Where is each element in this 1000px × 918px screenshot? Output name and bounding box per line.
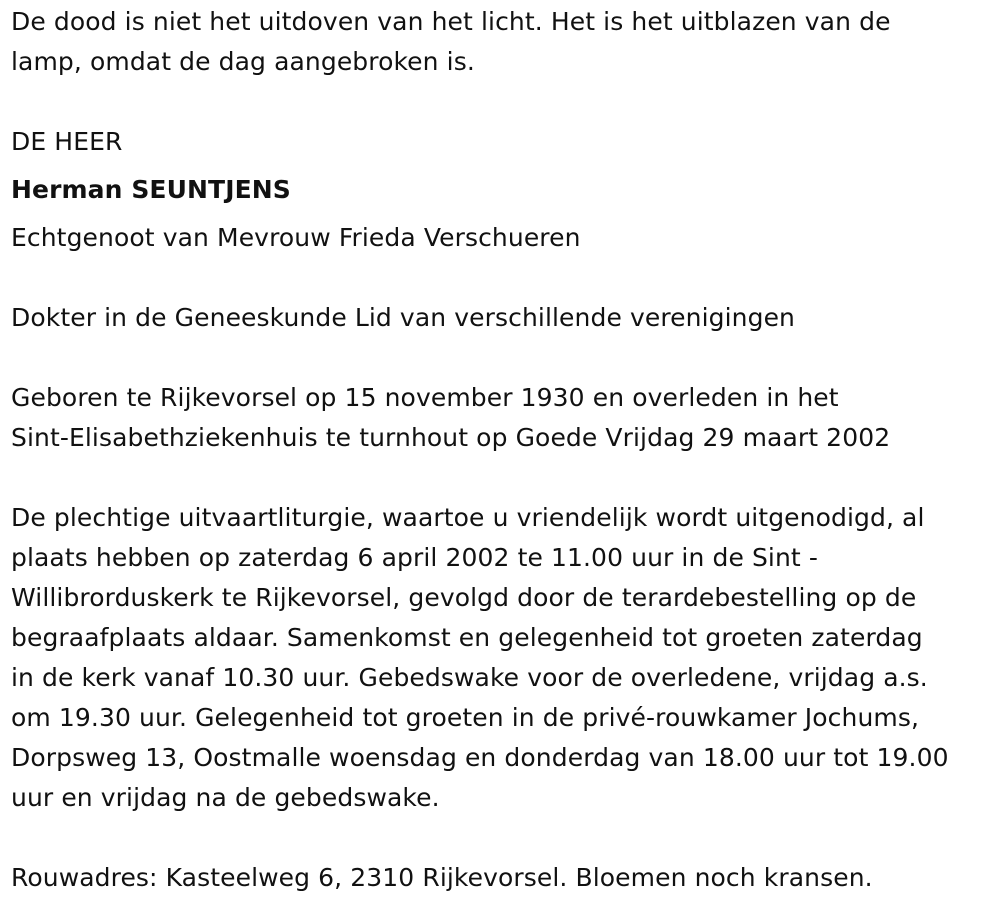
quote-line: De dood is niet het uitdoven van het licht. Het is het uitblazen van de (11, 7, 891, 36)
funeral-line: plaats hebben op zaterdag 6 april 2002 te 11.00 uur in de Sint - (11, 543, 818, 572)
quote-line: lamp, omdat de dag aangebroken is. (11, 47, 475, 76)
quote (11, 2, 996, 82)
funeral-line: in de kerk vanaf 10.30 uur. Gebedswake voor de overledene, vrijdag a.s. (11, 663, 928, 692)
funeral-line: De plechtige uitvaartliturgie, waartoe u vriendelijk wordt uitgenodigd, al (11, 503, 925, 532)
profession-line: Dokter in de Geneeskunde Lid van verschillende verenigingen (11, 303, 796, 332)
funeral-line: Dorpsweg 13, Oostmalle woensdag en donderdag van 18.00 uur tot 19.00 (11, 743, 949, 772)
birth-death-info (11, 378, 996, 458)
honorific-title: DE HEER (11, 127, 123, 156)
funeral-line: uur en vrijdag na de gebedswake. (11, 783, 440, 812)
spacer (11, 338, 996, 378)
funeral-line: om 19.30 uur. Gelegenheid tot groeten in de privé-rouwkamer Jochums, (11, 703, 920, 732)
address-line: Rouwadres: Kasteelweg 6, 2310 Rijkevorsel. Bloemen noch kransen. (11, 863, 873, 892)
spacer (11, 82, 996, 122)
mourning-address (11, 858, 996, 898)
deceased-name: Herman SEUNTJENS (11, 175, 291, 204)
funeral-line: Willibrorduskerk te Rijkevorsel, gevolgd door de terardebestelling op de (11, 583, 917, 612)
spacer (11, 458, 996, 498)
birth-death-line: Geboren te Rijkevorsel op 15 november 1930 en overleden in het (11, 383, 839, 412)
spacer (11, 258, 996, 298)
funeral-info (11, 498, 996, 818)
person-block (11, 122, 996, 258)
spouse-line: Echtgenoot van Mevrouw Frieda Verschueren (11, 223, 581, 252)
funeral-line: begraafplaats aldaar. Samenkomst en gelegenheid tot groeten zaterdag (11, 623, 923, 652)
birth-death-line: Sint-Elisabethziekenhuis te turnhout op Goede Vrijdag 29 maart 2002 (11, 423, 891, 452)
profession (11, 298, 996, 338)
spacer (11, 818, 996, 858)
obituary-text (11, 2, 996, 898)
